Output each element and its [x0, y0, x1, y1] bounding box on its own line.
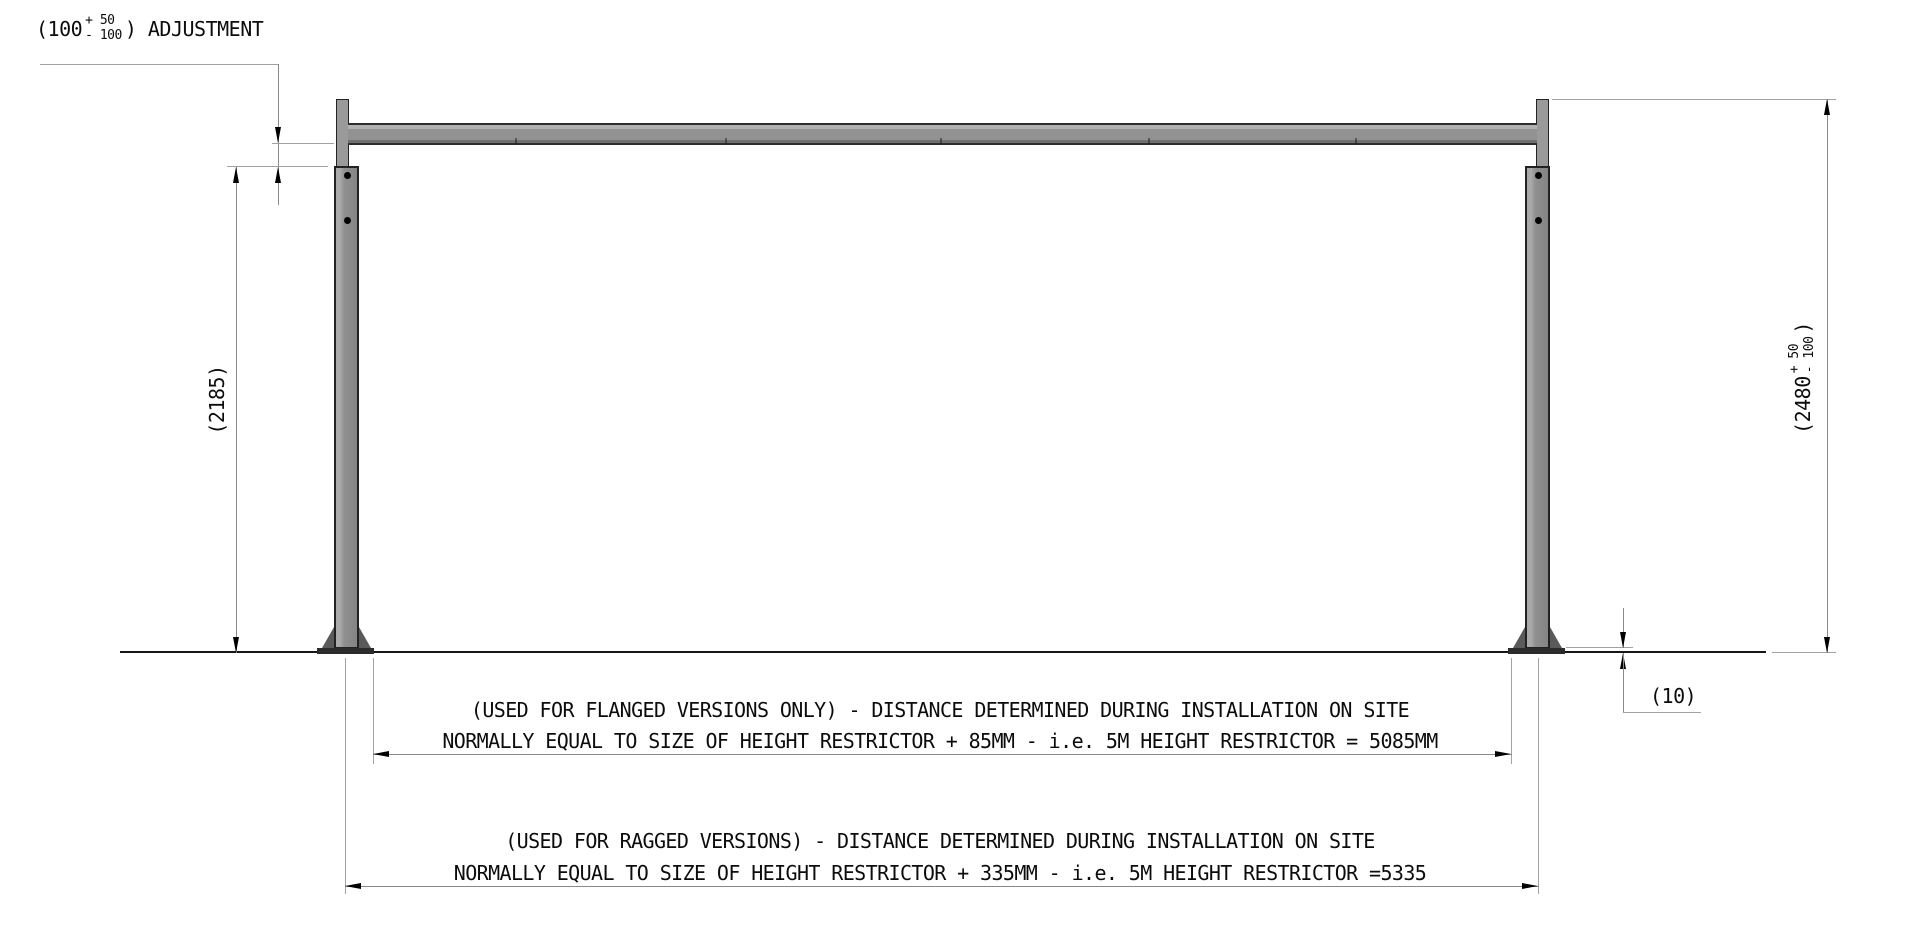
- ragged-note-line1: (USED FOR RAGGED VERSIONS) - DISTANCE DETERMINED DURING INSTALLATION ON SITE: [505, 829, 1375, 853]
- plate-thickness-label: (10): [1650, 684, 1697, 708]
- flanged-note-line2: NORMALLY EQUAL TO SIZE OF HEIGHT RESTRICTOR + 85MM - i.e. 5M HEIGHT RESTRICTOR = 5085MM: [442, 729, 1438, 753]
- flanged-arrow-left: [373, 751, 389, 757]
- ragged-extension-right: [1538, 658, 1539, 894]
- overall-height-arrow-top: [1824, 99, 1830, 115]
- right-post: [1525, 166, 1550, 649]
- ragged-dimension-line: [345, 886, 1539, 887]
- right-inner-tube: [1536, 99, 1549, 169]
- flanged-arrow-right: [1495, 751, 1511, 757]
- left-post-bolt-upper: [344, 172, 351, 179]
- adjustment-tolerance: [85, 14, 122, 44]
- post-height-dimension-line: [236, 167, 237, 653]
- right-post-bolt-lower: [1535, 217, 1542, 224]
- adjustment-tolerance-minus: - 100: [85, 27, 122, 43]
- left-post-bolt-lower: [344, 217, 351, 224]
- horizontal-beam: [348, 123, 1537, 145]
- overall-height-dimension-line: [1827, 99, 1828, 653]
- right-post-bolt-upper: [1535, 172, 1542, 179]
- ragged-arrow-left: [345, 883, 361, 889]
- adjustment-dimension-label: [36, 14, 263, 44]
- left-post-gusset-left: [322, 627, 334, 648]
- adjustment-value-prefix: (100: [36, 16, 83, 41]
- plate-thickness-arrow-down: [1620, 632, 1626, 648]
- overall-height-tolerance-plus: + 50: [1787, 343, 1803, 374]
- adjustment-arrow-down: [275, 127, 281, 143]
- post-height-arrow-bottom: [233, 637, 239, 653]
- overall-height-arrow-bottom: [1824, 637, 1830, 653]
- right-post-gusset-right: [1550, 627, 1562, 648]
- flanged-dimension-line: [373, 754, 1512, 755]
- beam-joint-mark: [725, 138, 727, 144]
- ragged-extension-left: [345, 658, 346, 894]
- left-post-gusset-right: [359, 627, 371, 648]
- right-base-plate: [1508, 648, 1565, 654]
- flanged-note-line1: (USED FOR FLANGED VERSIONS ONLY) - DISTANCE DETERMINED DURING INSTALLATION ON SITE: [470, 698, 1410, 722]
- beam-joint-mark: [940, 138, 942, 144]
- ragged-arrow-right: [1522, 883, 1538, 889]
- overall-height-extension-line: [1552, 99, 1836, 100]
- flanged-extension-left: [373, 658, 374, 764]
- adjustment-leader-horizontal: [40, 64, 278, 65]
- post-height-arrow-top: [233, 167, 239, 183]
- left-post: [334, 166, 359, 649]
- beam-joint-mark: [515, 138, 517, 144]
- beam-joint-mark: [1355, 138, 1357, 144]
- plate-thickness-leader: [1623, 712, 1701, 713]
- overall-height-value-prefix: (2480: [1791, 376, 1815, 434]
- adjustment-tolerance-plus: + 50: [85, 13, 115, 28]
- right-post-gusset-left: [1513, 627, 1525, 648]
- left-base-plate: [317, 648, 374, 654]
- adjustment-arrow-up: [275, 167, 281, 183]
- overall-height-label: [1788, 322, 1818, 434]
- overall-height-tolerance: [1788, 337, 1818, 374]
- plate-thickness-line-lower: [1623, 653, 1624, 713]
- beam-joint-mark: [1148, 138, 1150, 144]
- adjustment-label-suffix: ) ADJUSTMENT: [124, 16, 264, 41]
- flanged-extension-right: [1511, 658, 1512, 764]
- beam-bottom-extension-line: [272, 143, 334, 144]
- overall-height-suffix: ): [1791, 322, 1815, 334]
- ragged-note-line2: NORMALLY EQUAL TO SIZE OF HEIGHT RESTRICTOR + 335MM - i.e. 5M HEIGHT RESTRICTOR =5335: [453, 861, 1427, 885]
- post-height-label: (2185): [205, 365, 229, 435]
- overall-height-tolerance-minus: - 100: [1802, 336, 1817, 374]
